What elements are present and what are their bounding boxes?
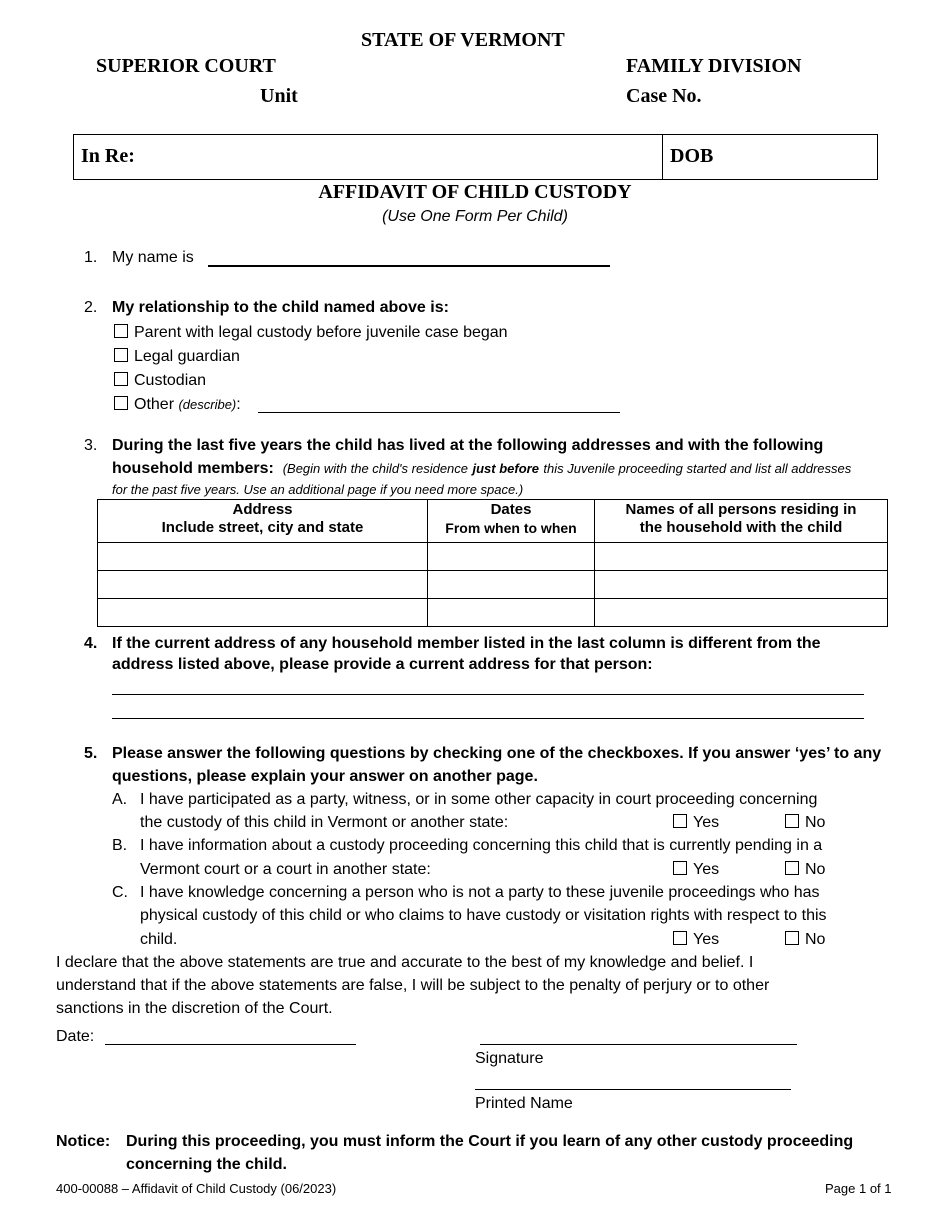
checkbox[interactable] [785,814,799,828]
printed-name-field[interactable] [475,1089,791,1090]
q3-note-b: just before [472,461,539,476]
option-custodian[interactable] [114,372,206,390]
checkbox[interactable] [114,396,128,410]
q5c-line2: physical custody of this child or who claims to have custody or visitation rights with respect to this [140,907,827,924]
q5a-letter: A. [112,791,128,808]
names-header-sub: the household with the child [639,519,843,536]
q5c-letter: C. [112,884,128,901]
q5a-line2: the custody of this child in Vermont or another state: [140,814,509,831]
form-subtitle: (Use One Form Per Child) [382,208,568,225]
signature-field[interactable] [480,1044,797,1045]
q5-line2: questions, please explain your answer on another page. [112,768,538,785]
dob-label: DOB [670,145,714,167]
option-label: Other [134,396,175,413]
address-cell[interactable] [98,599,428,627]
name-field[interactable] [208,265,610,267]
declaration-line3: sanctions in the discretion of the Court. [56,1000,333,1017]
option-label: Legal guardian [134,348,240,365]
caption-divider [662,135,663,179]
form-title: AFFIDAVIT OF CHILD CUSTODY [318,181,632,203]
option-guardian[interactable] [114,348,240,366]
checkbox[interactable] [785,861,799,875]
dates-cell[interactable] [428,543,595,571]
declaration-line1: I declare that the above statements are true and accurate to the best of my knowledge and belief. I [56,954,754,971]
q5a-no[interactable] [785,814,825,832]
q2-label: My relationship to the child named above is: [112,299,449,316]
names-header [595,500,888,543]
q5c-line3: child. [140,931,178,948]
table-row [98,543,888,571]
q4-line1: If the current address of any household member listed in the last column is different from the [112,635,821,652]
page-number: Page 1 of 1 [825,1181,892,1196]
yes-label: Yes [693,931,720,948]
q5b-letter: B. [112,837,128,854]
date-label: Date: [56,1028,95,1045]
dates-header-title: Dates [490,501,532,518]
unit-label: Unit [260,85,298,107]
names-cell[interactable] [595,599,888,627]
checkbox[interactable] [114,324,128,338]
other-note: (describe) [178,397,237,412]
checkbox[interactable] [114,372,128,386]
address-header [98,500,428,543]
division-name: FAMILY DIVISION [626,55,802,77]
checkbox[interactable] [673,814,687,828]
q3-household: household members: [112,460,274,477]
yes-label: Yes [693,861,720,878]
address-header-title: Address [232,501,293,518]
names-header-title: Names of all persons residing in [625,501,857,518]
checkbox[interactable] [673,861,687,875]
address-table [97,499,888,627]
q5b-line2: Vermont court or a court in another state: [140,861,431,878]
q3-note-a: (Begin with the child's residence [282,461,469,476]
q3-note-d: for the past five years. Use an additional page if you need more space.) [112,482,524,497]
q5c-line1: I have knowledge concerning a person who is not a party to these juvenile proceedings who has [140,884,820,901]
q5-line1: Please answer the following questions by checking one of the checkboxes. If you answer ‘yes’ to any [112,745,882,762]
no-label: No [805,931,826,948]
dates-header [428,500,595,543]
declaration-line2: understand that if the above statements are false, I will be subject to the penalty of perjury or to other [56,977,770,994]
date-field[interactable] [105,1044,356,1045]
dates-header-sub: From when to when [445,520,577,536]
names-cell[interactable] [595,571,888,599]
q5c-no[interactable] [785,931,825,949]
option-label: Custodian [134,372,207,389]
q5b-yes[interactable] [673,861,719,879]
q1-number: 1. [84,249,98,266]
caption-box [73,134,878,180]
address-cell[interactable] [98,543,428,571]
q2-number: 2. [84,299,98,316]
option-parent[interactable] [114,324,508,342]
q5c-yes[interactable] [673,931,719,949]
q5b-no[interactable] [785,861,825,879]
printed-name-label: Printed Name [475,1095,573,1112]
state-title: STATE OF VERMONT [361,29,565,51]
q5b-line1: I have information about a custody proceeding concerning this child that is currently pending in a [140,837,823,854]
signature-label: Signature [475,1050,544,1067]
q4-line2: address listed above, please provide a current address for that person: [112,656,653,673]
notice-line1: During this proceeding, you must inform the Court if you learn of any other custody proceeding [126,1133,854,1150]
option-other[interactable]: Other (describe): [114,396,241,414]
q1-label: My name is [112,249,194,266]
case-number-label: Case No. [626,85,702,107]
table-row [98,571,888,599]
dates-cell[interactable] [428,599,595,627]
names-cell[interactable] [595,543,888,571]
current-address-field[interactable] [112,694,864,695]
dates-cell[interactable] [428,571,595,599]
q5a-line1: I have participated as a party, witness, or in some other capacity in court proceeding concerning [140,791,818,808]
form-id: 400-00088 – Affidavit of Child Custody (06/2023) [56,1181,337,1196]
checkbox[interactable] [785,931,799,945]
court-name: SUPERIOR COURT [96,55,276,77]
q3-number: 3. [84,437,98,454]
address-cell[interactable] [98,571,428,599]
address-header-sub: Include street, city and state [161,519,364,536]
option-label: Parent with legal custody before juvenile case began [134,324,508,341]
current-address-field[interactable] [112,718,864,719]
q3-note-c: this Juvenile proceeding started and list all addresses [543,461,852,476]
checkbox[interactable] [114,348,128,362]
checkbox[interactable] [673,931,687,945]
q5a-yes[interactable] [673,814,719,832]
table-header-row [98,500,888,543]
no-label: No [805,861,826,878]
yes-label: Yes [693,814,720,831]
other-describe-field[interactable] [258,412,620,413]
no-label: No [805,814,826,831]
q4-number: 4. [84,635,98,652]
q3-line1: During the last five years the child has lived at the following addresses and with the following [112,437,824,454]
q5-number: 5. [84,745,98,762]
notice-label: Notice: [56,1133,111,1150]
in-re-label: In Re: [81,145,135,167]
q3-line2 [112,460,851,478]
table-row [98,599,888,627]
notice-line2: concerning the child. [126,1156,287,1173]
